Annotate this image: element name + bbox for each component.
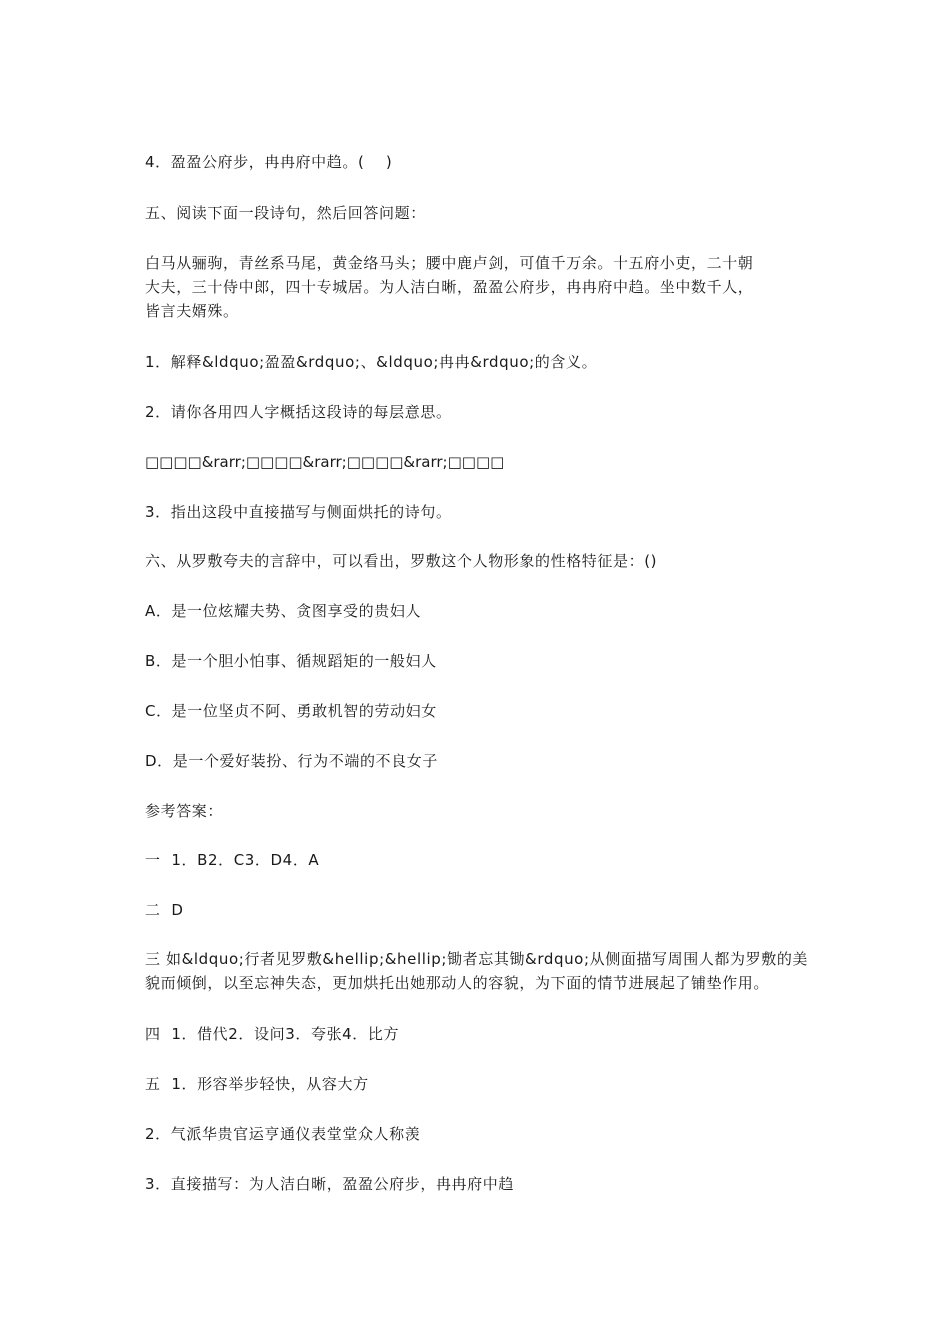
answer-three-line: 三 如&ldquo;行者见罗敷&hellip;&hellip;锄者忘其锄&rdquo;从侧面描写周围人都为罗敷的美 (145, 950, 809, 968)
answer-one: 一 1．B2．C3．D4．A (145, 851, 320, 869)
answer-five-2: 2．气派华贵官运亨通仪表堂堂众人称羡 (145, 1125, 421, 1143)
answer-four: 四 1．借代2．设问3．夸张4．比方 (145, 1025, 400, 1043)
answer-two: 二 D (145, 901, 184, 919)
blank-boxes-line: □□□□&rarr;□□□□&rarr;□□□□&rarr;□□□□ (145, 453, 505, 471)
five-question-1: 1．解释&ldquo;盈盈&rdquo;、&ldquo;冉冉&rdquo;的含义。 (145, 353, 598, 371)
answers-heading: 参考答案： (145, 802, 224, 820)
option-d: D．是一个爱好装扮、行为不端的不良女子 (145, 752, 438, 770)
five-question-3: 3．指出这段中直接描写与侧面烘托的诗句。 (145, 503, 452, 521)
section-six-heading: 六、从罗敷夸夫的言辞中，可以看出，罗敷这个人物形象的性格特征是：() (145, 552, 658, 570)
section-five-heading: 五、阅读下面一段诗句，然后回答问题： (145, 204, 426, 222)
answer-five-1: 五 1．形容举步轻快，从容大方 (145, 1075, 369, 1093)
option-c: C．是一位坚贞不阿、勇敢机智的劳动妇女 (145, 702, 437, 720)
poem-line: 白马从骊驹，青丝系马尾，黄金络马头；腰中鹿卢剑，可值千万余。十五府小吏，二十朝 (145, 254, 754, 272)
answer-three-line: 貌而倾倒，以至忘神失态，更加烘托出她那动人的容貌，为下面的情节进展起了铺垫作用。 (145, 974, 770, 992)
option-b: B．是一个胆小怕事、循规蹈矩的一般妇人 (145, 652, 437, 670)
question-4-line: 4．盈盈公府步，冉冉府中趋。( ) (145, 153, 393, 171)
answer-three (145, 947, 817, 995)
answer-five-3: 3．直接描写：为人洁白晰，盈盈公府步，冉冉府中趋 (145, 1175, 514, 1193)
poem-line: 大夫，三十侍中郎，四十专城居。为人洁白晰，盈盈公府步，冉冉府中趋。坐中数千人， (145, 278, 754, 296)
option-a: A．是一位炫耀夫势、贪图享受的贵妇人 (145, 602, 422, 620)
poem-paragraph (145, 251, 817, 323)
poem-line: 皆言夫婿殊。 (145, 302, 239, 320)
five-question-2: 2．请你各用四人字概括这段诗的每层意思。 (145, 403, 452, 421)
